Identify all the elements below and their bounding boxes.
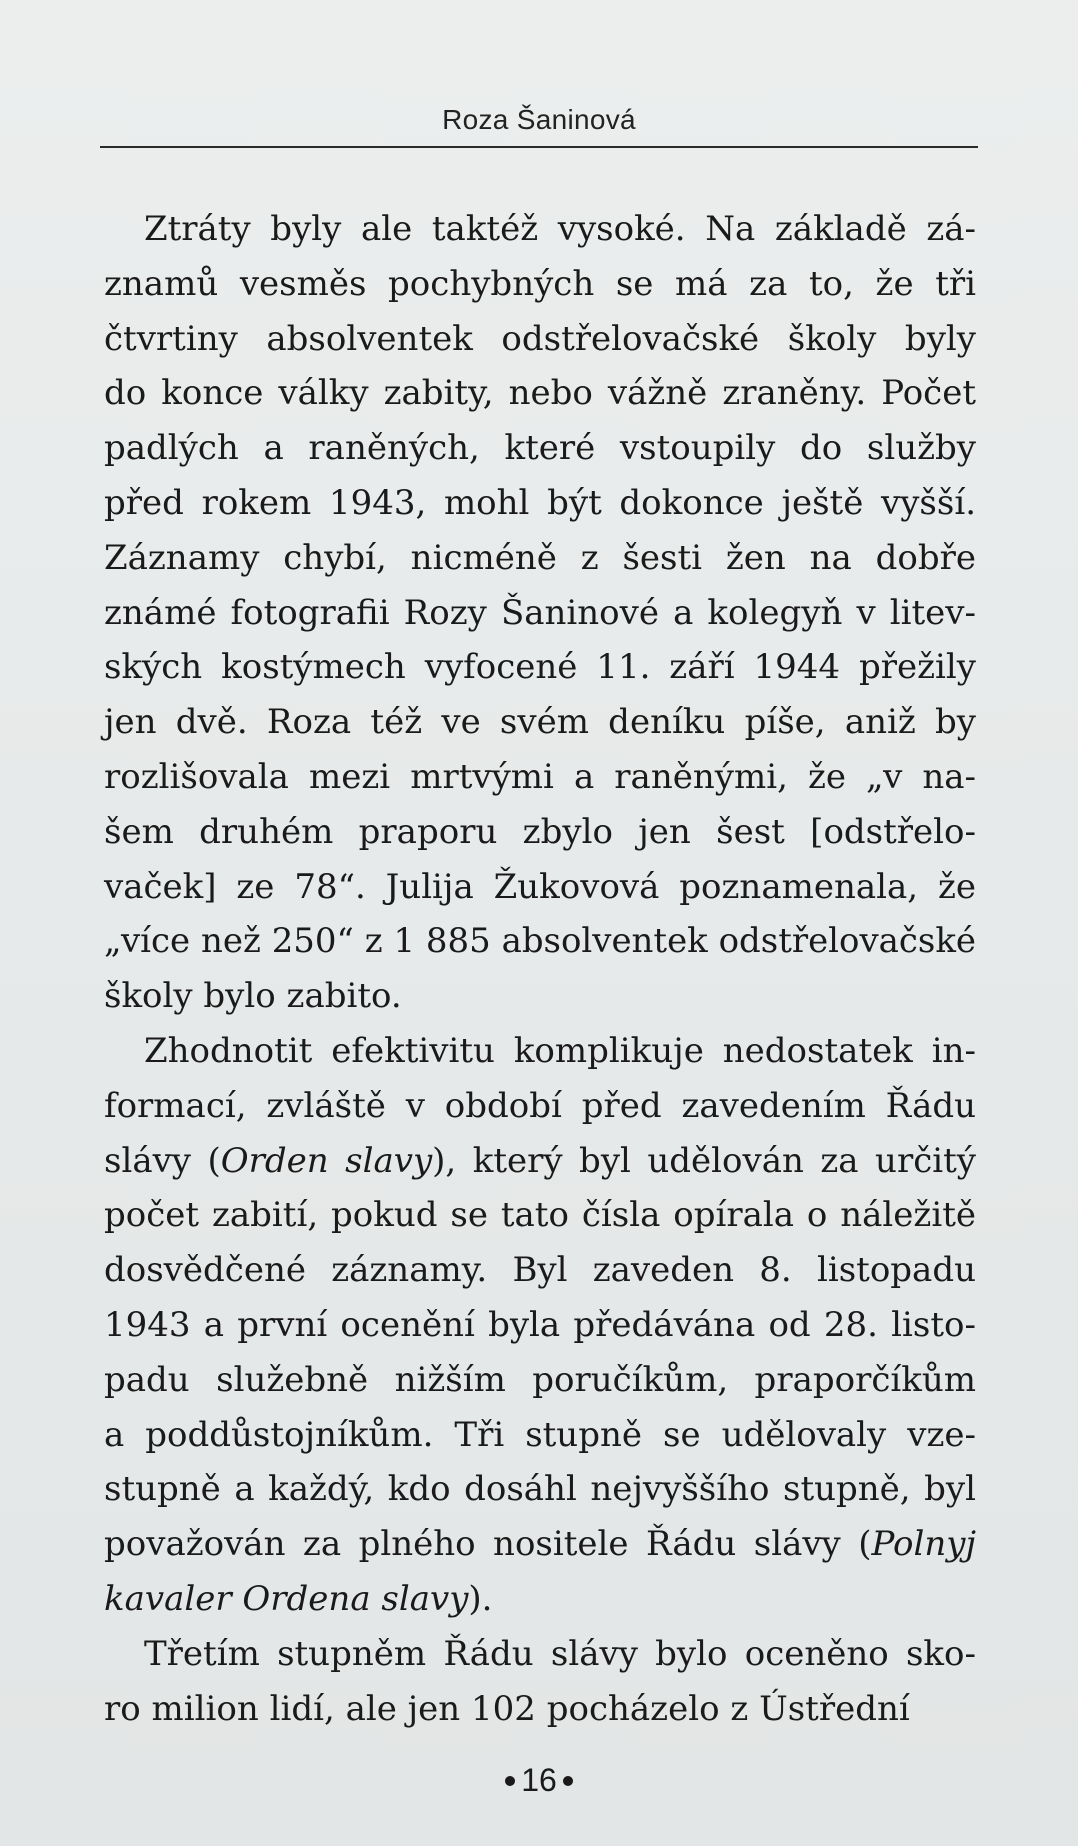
bullet-left [505, 1776, 515, 1786]
text-line: ských kostýmech vyfocené 11. září 1944 přežily [104, 647, 976, 688]
text-line: padlých a raněných, které vstoupily do služby [104, 428, 976, 469]
text-line: Třetím stupněm Řádu slávy bylo oceněno sko- [144, 1633, 976, 1674]
text-line: rozlišovala mezi mrtvými a raněnými, že „v na- [104, 756, 976, 797]
text-line [104, 1517, 976, 1572]
paragraph-2 [104, 1024, 976, 1627]
text-run: považován za plného nositele Řádu slávy ( [104, 1524, 872, 1565]
text-line: čtvrtiny absolventek odstřelovačské školy byly [104, 318, 976, 359]
body-text [104, 202, 976, 1736]
text-run: ). [468, 1578, 493, 1619]
text-line: Zhodnotit efektivitu komplikuje nedostatek in- [144, 1030, 976, 1071]
text-line: před rokem 1943, mohl být dokonce ještě vyšší. [104, 482, 976, 523]
text-line [104, 1134, 976, 1189]
italic-title: Orden slavy [220, 1140, 433, 1181]
text-line [104, 1572, 976, 1627]
text-line: počet zabití, pokud se tato čísla opírala o náležitě [104, 1195, 976, 1236]
text-line: šem druhém praporu zbylo jen šest [odstřelo- [104, 811, 976, 852]
text-line: Záznamy chybí, nicméně z šesti žen na dobře [104, 537, 976, 578]
text-run: ), který byl udělován za určitý [432, 1140, 976, 1181]
page-number [0, 1762, 1078, 1799]
text-run: slávy ( [104, 1140, 221, 1181]
text-line: ro milion lidí, ale jen 102 pocházelo z Ústřední [104, 1688, 910, 1729]
text-line: Ztráty byly ale taktéž vysoké. Na základě zá- [144, 209, 976, 249]
text-line: známé fotografii Rozy Šaninové a kolegyň v litev- [104, 592, 976, 633]
italic-title: kavaler Ordena slavy [104, 1578, 469, 1619]
text-line: školy bylo zabito. [104, 976, 402, 1017]
header-rule [100, 146, 978, 148]
text-line: vaček] ze 78“. Julija Žukovová poznamenala, že [104, 866, 976, 907]
italic-title: Polnyj [871, 1524, 976, 1565]
text-line: 1943 a první ocenění byla předávána od 28. listo- [104, 1304, 976, 1345]
bullet-right [563, 1776, 573, 1786]
text-line: a poddůstojníkům. Tři stupně se udělovaly vze- [104, 1414, 976, 1455]
text-line: znamů vesměs pochybných se má za to, že tři [104, 263, 976, 304]
running-head: Roza Šaninová [442, 104, 636, 135]
text-line: stupně a každý, kdo dosáhl nejvyššího stupně, byl [104, 1469, 976, 1510]
text-line: do konce války zabity, nebo vážně zraněny. Počet [104, 373, 976, 414]
paragraph-3 [104, 1627, 976, 1737]
text-line: „více než 250“ z 1 885 absolventek odstřelovačské [104, 921, 976, 962]
text-line: padu služebně nižším poručíkům, praporčíkům [104, 1359, 976, 1400]
paragraph-1 [104, 202, 976, 1024]
page-number-value: 16 [521, 1762, 557, 1798]
text-line: jen dvě. Roza též ve svém deníku píše, aniž by [104, 702, 976, 743]
text-line: formací, zvláště v období před zavedením Řádu [104, 1085, 976, 1126]
text-line: dosvědčené záznamy. Byl zaveden 8. listopadu [104, 1250, 976, 1291]
